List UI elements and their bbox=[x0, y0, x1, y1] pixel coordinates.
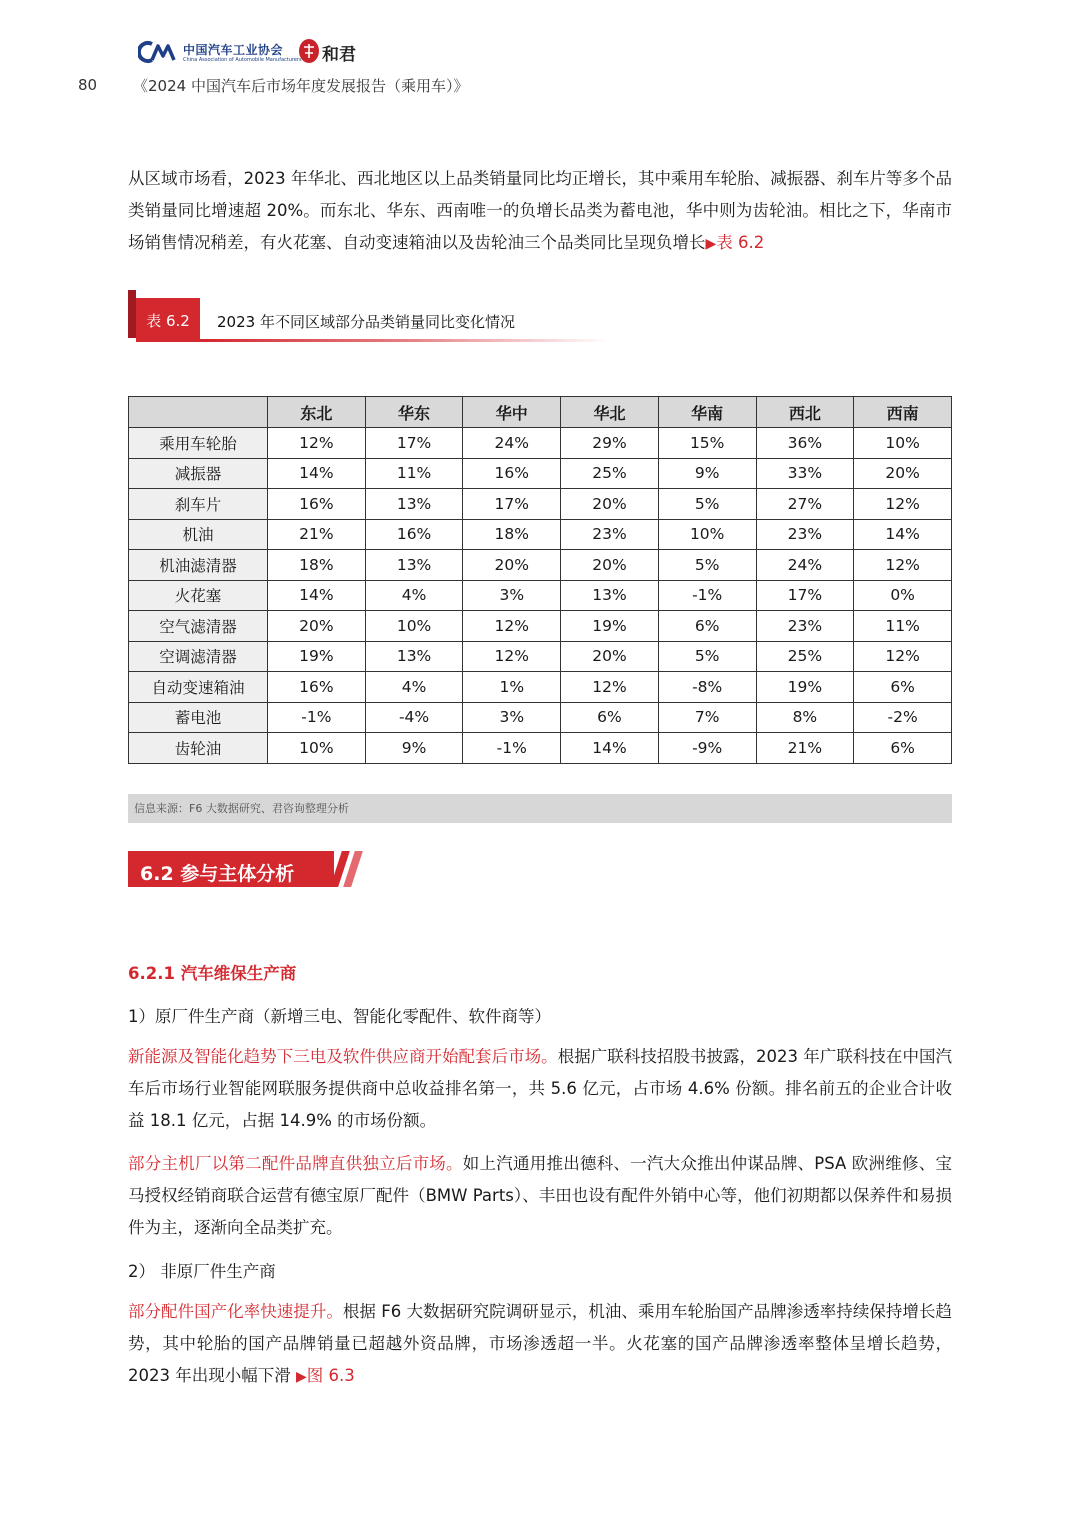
value-cell: 20% bbox=[561, 550, 659, 581]
value-cell: 3% bbox=[463, 580, 561, 611]
value-cell: 19% bbox=[756, 672, 854, 703]
value-cell: 16% bbox=[365, 519, 463, 550]
intro-text: 从区域市场看，2023 年华北、西北地区以上品类销量同比均正增长，其中乘用车轮胎、减振器、刹车片等多个品类销量同比增速超 20%。而东北、华东、西南唯一的负增长品类为蓄电池，华中则为齿轮油。相比之下，华南市场销售情况稍差，有火花塞、自动变速箱油以及齿轮油三个品类同比呈现负增长 bbox=[128, 169, 952, 252]
highlight-text: 新能源及智能化趋势下三电及软件供应商开始配套后市场。 bbox=[128, 1047, 558, 1066]
table-caption-title: 2023 年不同区域部分品类销量同比变化情况 bbox=[217, 313, 515, 331]
value-cell: 19% bbox=[561, 611, 659, 642]
body-text: 根据 F6 大数据研究院调研显示，机油、乘用车轮胎国产品牌渗透率持续保持增长趋势，其中轮胎的国产品牌销量已超越外资品牌，市场渗透超一半。火花塞的国产品牌渗透率整体呈增长趋势，2023 年出现小幅下滑 bbox=[128, 1302, 952, 1385]
source-note: 信息来源：F6 大数据研究、君咨询整理分析 bbox=[128, 794, 952, 823]
row-label-cell: 自动变速箱油 bbox=[129, 672, 268, 703]
table-row bbox=[129, 641, 952, 672]
value-cell: 21% bbox=[268, 519, 366, 550]
region-sales-table bbox=[128, 396, 952, 764]
value-cell: 20% bbox=[561, 641, 659, 672]
table-reference-link[interactable]: 表 6.2 bbox=[716, 233, 765, 252]
value-cell: 6% bbox=[854, 672, 952, 703]
caam-logo-icon bbox=[138, 40, 178, 64]
header-cell bbox=[129, 397, 268, 428]
value-cell: 17% bbox=[756, 580, 854, 611]
table-body bbox=[129, 428, 952, 764]
row-label-cell: 机油滤清器 bbox=[129, 550, 268, 581]
value-cell: 12% bbox=[463, 641, 561, 672]
value-cell: 14% bbox=[854, 519, 952, 550]
triangle-pointer-icon: ▶ bbox=[296, 1369, 307, 1385]
value-cell: 16% bbox=[268, 489, 366, 520]
value-cell: 4% bbox=[365, 672, 463, 703]
value-cell: 17% bbox=[463, 489, 561, 520]
table-row bbox=[129, 458, 952, 489]
value-cell: 12% bbox=[854, 550, 952, 581]
value-cell: 24% bbox=[463, 428, 561, 459]
value-cell: 10% bbox=[268, 733, 366, 764]
logo-en-text: China Association of Automobile Manufacturers bbox=[183, 57, 302, 63]
header-cell: 华东 bbox=[365, 397, 463, 428]
value-cell: 29% bbox=[561, 428, 659, 459]
row-label-cell: 刹车片 bbox=[129, 489, 268, 520]
value-cell: 20% bbox=[463, 550, 561, 581]
value-cell: 5% bbox=[658, 489, 756, 520]
subsection-title: 6.2.1 汽车维保生产商 bbox=[128, 964, 297, 983]
table-row bbox=[129, 733, 952, 764]
value-cell: 12% bbox=[854, 641, 952, 672]
value-cell: -4% bbox=[365, 702, 463, 733]
value-cell: 6% bbox=[658, 611, 756, 642]
value-cell: 3% bbox=[463, 702, 561, 733]
value-cell: 12% bbox=[561, 672, 659, 703]
value-cell: 0% bbox=[854, 580, 952, 611]
value-cell: 24% bbox=[756, 550, 854, 581]
header-cell: 西北 bbox=[756, 397, 854, 428]
value-cell: 6% bbox=[561, 702, 659, 733]
intro-paragraph bbox=[128, 163, 952, 260]
value-cell: 18% bbox=[463, 519, 561, 550]
value-cell: 25% bbox=[756, 641, 854, 672]
table-row bbox=[129, 519, 952, 550]
row-label-cell: 机油 bbox=[129, 519, 268, 550]
value-cell: 18% bbox=[268, 550, 366, 581]
value-cell: -1% bbox=[463, 733, 561, 764]
value-cell: -1% bbox=[658, 580, 756, 611]
list-item-non-oem: 2） 非原厂件生产商 bbox=[128, 1262, 276, 1281]
value-cell: 27% bbox=[756, 489, 854, 520]
highlight-text: 部分主机厂以第二配件品牌直供独立后市场。 bbox=[128, 1154, 463, 1173]
row-label-cell: 齿轮油 bbox=[129, 733, 268, 764]
value-cell: 33% bbox=[756, 458, 854, 489]
highlight-text: 部分配件国产化率快速提升。 bbox=[128, 1302, 343, 1321]
triangle-pointer-icon: ▶ bbox=[705, 236, 717, 252]
row-label-cell: 火花塞 bbox=[129, 580, 268, 611]
paragraph-new-energy bbox=[128, 1041, 952, 1137]
value-cell: 1% bbox=[463, 672, 561, 703]
table-row bbox=[129, 672, 952, 703]
header-cell: 华南 bbox=[658, 397, 756, 428]
value-cell: 10% bbox=[854, 428, 952, 459]
table-row bbox=[129, 550, 952, 581]
value-cell: 8% bbox=[756, 702, 854, 733]
paragraph-localization bbox=[128, 1296, 952, 1393]
value-cell: 23% bbox=[561, 519, 659, 550]
value-cell: 10% bbox=[658, 519, 756, 550]
row-label-cell: 减振器 bbox=[129, 458, 268, 489]
value-cell: 9% bbox=[365, 733, 463, 764]
table-row bbox=[129, 489, 952, 520]
caption-underline bbox=[200, 339, 610, 342]
value-cell: 16% bbox=[463, 458, 561, 489]
value-cell: 5% bbox=[658, 550, 756, 581]
row-label-cell: 空调滤清器 bbox=[129, 641, 268, 672]
value-cell: 13% bbox=[561, 580, 659, 611]
value-cell: -2% bbox=[854, 702, 952, 733]
value-cell: 11% bbox=[365, 458, 463, 489]
value-cell: 11% bbox=[854, 611, 952, 642]
value-cell: 7% bbox=[658, 702, 756, 733]
value-cell: 23% bbox=[756, 519, 854, 550]
caption-accent-bar bbox=[128, 290, 136, 338]
logo-cn-text: 中国汽车工业协会 bbox=[183, 43, 284, 57]
hejun-logo-text: 和君 bbox=[322, 45, 356, 65]
value-cell: 36% bbox=[756, 428, 854, 459]
value-cell: 16% bbox=[268, 672, 366, 703]
value-cell: 4% bbox=[365, 580, 463, 611]
header-cell: 西南 bbox=[854, 397, 952, 428]
body-text: 如上汽通用推出德科、一汽大众推出仲谋品牌、PSA 欧洲维修、宝马授权经销商联合运营有德宝原厂配件（BMW Parts）、丰田也设有配件外销中心等，他们初期都以保养件和易损件为主，逐渐向全品类扩充。 bbox=[128, 1154, 952, 1237]
value-cell: 25% bbox=[561, 458, 659, 489]
value-cell: 19% bbox=[268, 641, 366, 672]
header-cell: 华中 bbox=[463, 397, 561, 428]
value-cell: 14% bbox=[268, 458, 366, 489]
value-cell: -9% bbox=[658, 733, 756, 764]
value-cell: 12% bbox=[268, 428, 366, 459]
value-cell: -8% bbox=[658, 672, 756, 703]
value-cell: -1% bbox=[268, 702, 366, 733]
value-cell: 14% bbox=[561, 733, 659, 764]
value-cell: 13% bbox=[365, 641, 463, 672]
row-label-cell: 乘用车轮胎 bbox=[129, 428, 268, 459]
hejun-seal-icon bbox=[298, 38, 320, 64]
figure-reference-link[interactable]: 图 6.3 bbox=[306, 1366, 355, 1385]
body-text: 根据广联科技招股书披露，2023 年广联科技在中国汽车后市场行业智能网联服务提供商中总收益排名第一，共 5.6 亿元，占市场 4.6% 份额。排名前五的企业合计收益 18.1 亿元，占据 14.9% 的市场份额。 bbox=[128, 1047, 952, 1130]
value-cell: 20% bbox=[561, 489, 659, 520]
value-cell: 12% bbox=[854, 489, 952, 520]
table-row bbox=[129, 428, 952, 459]
page-number: 80 bbox=[78, 76, 98, 94]
value-cell: 12% bbox=[463, 611, 561, 642]
value-cell: 15% bbox=[658, 428, 756, 459]
value-cell: 23% bbox=[756, 611, 854, 642]
value-cell: 5% bbox=[658, 641, 756, 672]
row-label-cell: 蓄电池 bbox=[129, 702, 268, 733]
value-cell: 9% bbox=[658, 458, 756, 489]
value-cell: 10% bbox=[365, 611, 463, 642]
section-title: 6.2 参与主体分析 bbox=[140, 863, 295, 885]
header-cell: 东北 bbox=[268, 397, 366, 428]
table-row bbox=[129, 611, 952, 642]
report-title: 《2024 中国汽车后市场年度发展报告（乘用车）》 bbox=[133, 77, 469, 95]
paragraph-oem-brands bbox=[128, 1148, 952, 1244]
table-row bbox=[129, 702, 952, 733]
header-cell: 华北 bbox=[561, 397, 659, 428]
value-cell: 20% bbox=[268, 611, 366, 642]
table-row bbox=[129, 580, 952, 611]
value-cell: 17% bbox=[365, 428, 463, 459]
table-header-row bbox=[129, 397, 952, 428]
value-cell: 6% bbox=[854, 733, 952, 764]
value-cell: 14% bbox=[268, 580, 366, 611]
value-cell: 13% bbox=[365, 489, 463, 520]
value-cell: 20% bbox=[854, 458, 952, 489]
row-label-cell: 空气滤清器 bbox=[129, 611, 268, 642]
table-number-tag: 表 6.2 bbox=[136, 298, 200, 342]
list-item-oem: 1）原厂件生产商（新增三电、智能化零配件、软件商等） bbox=[128, 1007, 551, 1026]
value-cell: 13% bbox=[365, 550, 463, 581]
value-cell: 21% bbox=[756, 733, 854, 764]
